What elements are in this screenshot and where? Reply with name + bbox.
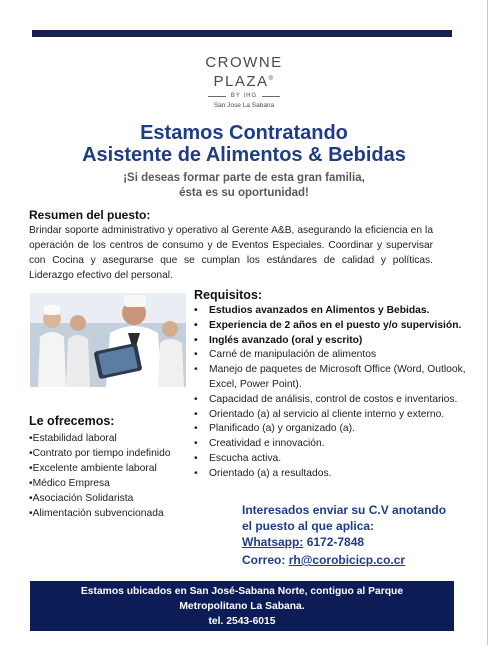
email-label: Correo:: [242, 553, 286, 567]
offer-item: •Excelente ambiente laboral: [29, 463, 157, 474]
footer-line-1: Estamos ubicados en San José-Sabana Norte, contiguo al Parque: [80, 586, 404, 597]
byline-rule-left: [208, 96, 226, 97]
requirement-item: • Estudios avanzados en Alimentos y Bebidas.: [194, 304, 476, 319]
offers-list: [29, 431, 199, 521]
offer-item: •Asociación Solidarista: [29, 493, 134, 504]
crowne-plaza-logo: [180, 55, 308, 110]
requirement-item: • Orientado (a) a resultados.: [194, 467, 476, 482]
requirements-list: [194, 304, 476, 482]
headline-line-1: Estamos Contratando: [140, 122, 348, 144]
apply-instructions-line-1: Interesados enviar su C.V anotando: [242, 503, 447, 517]
staff-photo: [30, 293, 186, 387]
offer-item: •Alimentación subvencionada: [29, 508, 164, 519]
top-divider-bar: [32, 30, 452, 37]
requirement-item: • Inglés avanzado (oral y escrito): [194, 334, 476, 349]
requirement-item: • Capacidad de análisis, control de costos e inventarios.: [194, 393, 476, 408]
apply-instructions-line-2: el puesto al que aplica:: [242, 519, 375, 533]
offer-item: •Médico Empresa: [29, 478, 110, 489]
requirement-item: • Experiencia de 2 años en el puesto y/o supervisión.: [194, 319, 476, 334]
offers-title: Le ofrecemos:: [29, 414, 115, 428]
footer-line-2: Metropolitano La Sabana.: [179, 601, 305, 612]
requirement-item: • Planificado (a) y organizado (a).: [194, 422, 476, 437]
requirement-item: • Orientado (a) al servicio al cliente interno y externo.: [194, 408, 476, 423]
offer-item: •Estabilidad laboral: [29, 433, 117, 444]
whatsapp-number[interactable]: 6172-7848: [306, 535, 365, 549]
whatsapp-label: Whatsapp:: [242, 535, 304, 549]
requirement-item: • Escucha activa.: [194, 452, 476, 467]
logo-location: San Jose La Sabana: [213, 102, 275, 109]
footer-banner: [30, 581, 454, 631]
byline-rule-right: [262, 96, 280, 97]
staff-photo-illustration: [30, 293, 186, 387]
email-contact: [242, 552, 472, 568]
byline-text: BY IHG: [230, 93, 258, 99]
requirement-item: • Carné de manipulación de alimentos: [194, 348, 476, 363]
requirement-item: • Creatividad e innovación.: [194, 437, 476, 452]
footer-phone: tel. 2543-6015: [208, 616, 276, 627]
summary-text: Brindar soporte administrativo y operativo al Gerente A&B, asegurando la eficiencia en la operación de los centros de consumo y de Eventos Especiales. Coordinar y supervisar con Cocina y asegurarse que se cumplan los estándares de calidad y políticas. Liderazgo efectivo del personal.: [29, 225, 433, 281]
requirements-title: Requisitos:: [194, 288, 263, 302]
requirement-item: • Manejo de paquetes de Microsoft Office (Word, Outlook, Excel, Power Point).: [194, 363, 476, 393]
intro-line-2: ésta es su oportunidad!: [179, 187, 309, 199]
headline-line-2: Asistente de Alimentos & Bebidas: [82, 144, 406, 166]
logo-line-1: CROWNE: [205, 54, 283, 71]
summary-title: Resumen del puesto:: [29, 208, 151, 222]
offer-item: •Contrato por tiempo indefinido: [29, 448, 171, 459]
email-link[interactable]: rh@corobicicp.co.cr: [288, 553, 406, 567]
logo-line-2: PLAZA®: [213, 73, 275, 90]
whatsapp-contact: [242, 534, 472, 550]
intro-line-1: ¡Si deseas formar parte de esta gran familia,: [123, 172, 365, 184]
logo-byline: [180, 92, 308, 100]
